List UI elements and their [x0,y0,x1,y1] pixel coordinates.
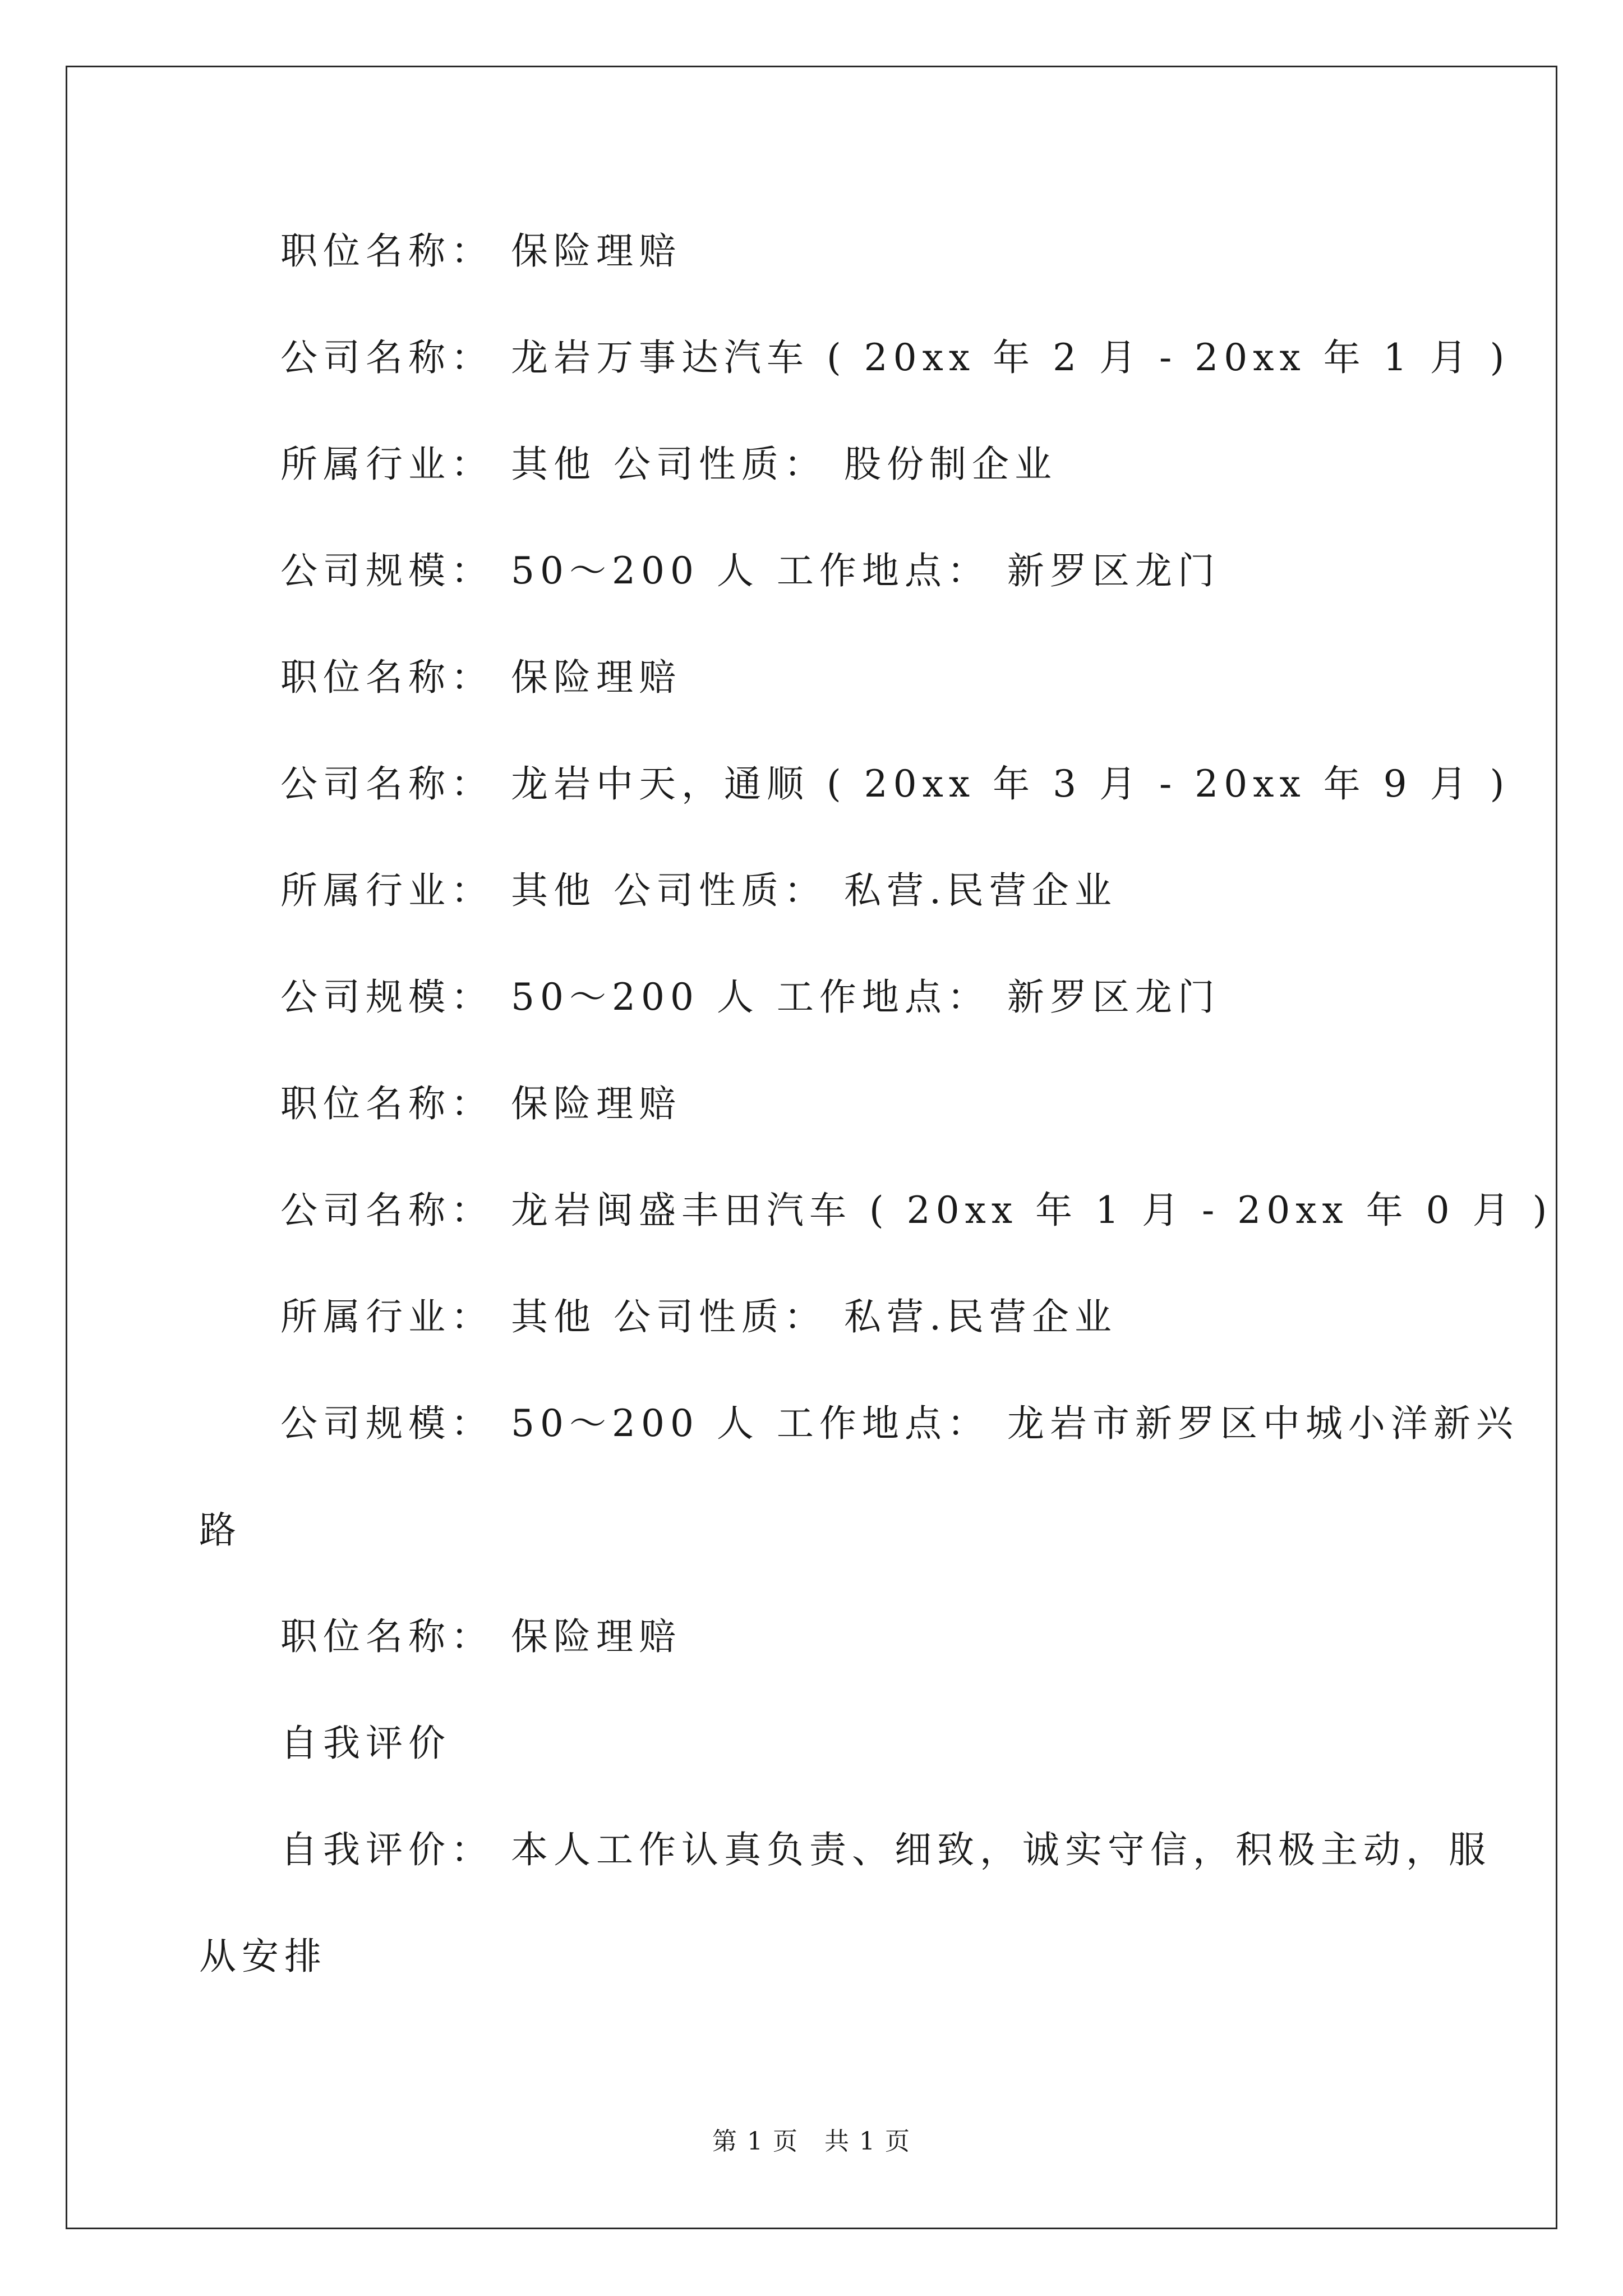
self-evaluation-text-continued: 从安排 [199,1935,327,1978]
job-title-line: 职位名称： 保险理赔 [280,229,681,273]
industry-line: 所属行业： 其他 公司性质： 私营.民营企业 [280,869,1117,912]
company-name-line: 公司名称： 龙岩中天，通顺 ( 20xx 年 3 月 - 20xx 年 9 月 ) [280,762,1510,806]
job-title-line: 职位名称： 保险理赔 [280,1082,681,1125]
self-evaluation-heading: 自我评价 [280,1722,451,1765]
industry-line: 所属行业： 其他 公司性质： 私营.民营企业 [280,1295,1117,1338]
company-scale-line: 公司规模： 50～200 人 工作地点： 新罗区龙门 [280,549,1220,592]
company-scale-line: 公司规模： 50～200 人 工作地点： 龙岩市新罗区中城小洋新兴 [280,1402,1519,1445]
job-title-line: 职位名称： 保险理赔 [280,1615,681,1658]
self-evaluation-text: 自我评价： 本人工作认真负责、细致，诚实守信，积极主动，服 [280,1828,1491,1871]
industry-line: 所属行业： 其他 公司性质： 股份制企业 [280,443,1057,486]
page-footer: 第 1 页 共 1 页 [712,2127,911,2156]
company-name-line: 公司名称： 龙岩万事达汽车 ( 20xx 年 2 月 - 20xx 年 1 月 ) [280,336,1510,379]
company-name-line: 公司名称： 龙岩闽盛丰田汽车 ( 20xx 年 1 月 - 20xx 年 0 月 ) [280,1189,1553,1232]
company-scale-line: 公司规模： 50～200 人 工作地点： 新罗区龙门 [280,976,1220,1019]
company-scale-line-continued: 路 [199,1508,242,1552]
job-title-line: 职位名称： 保险理赔 [280,656,681,699]
